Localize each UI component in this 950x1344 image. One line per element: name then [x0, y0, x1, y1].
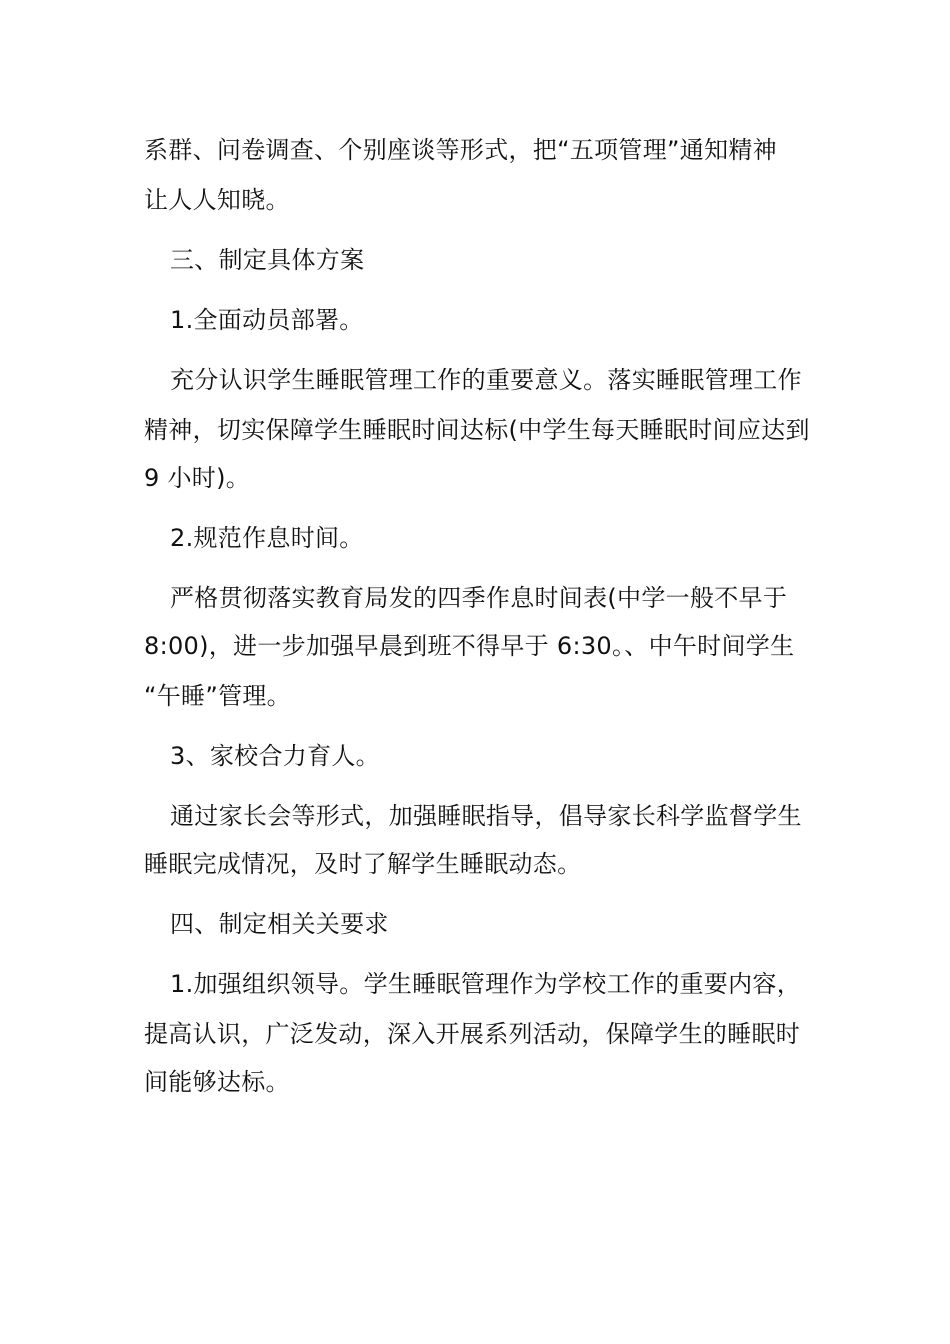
- section-heading-4: 四、制定相关关要求: [170, 910, 389, 938]
- subheading-3: 3、家校合力育人。: [170, 742, 380, 770]
- text-line-5: 充分认识学生睡眠管理工作的重要意义。落实睡眠管理工作: [170, 366, 802, 394]
- text-line-14: 睡眠完成情况，及时了解学生睡眠动态。: [144, 850, 582, 878]
- subheading-4: 1.加强组织领导。学生睡眠管理作为学校工作的重要内容，: [170, 970, 801, 998]
- text-line-1: 系群、问卷调查、个别座谈等形式，把“五项管理”通知精神: [144, 136, 777, 164]
- text-line-10: 8:00)，进一步加强早晨到班不得早于 6:30。、中午时间学生: [144, 632, 795, 660]
- text-line-18: 间能够达标。: [144, 1068, 290, 1096]
- text-line-13: 通过家长会等形式，加强睡眠指导，倡导家长科学监督学生: [170, 802, 802, 830]
- subheading-1: 1.全面动员部署。: [170, 306, 364, 334]
- text-line-9: 严格贯彻落实教育局发的四季作息时间表(中学一般不早于: [170, 584, 788, 612]
- text-line-7: 9 小时)。: [144, 464, 251, 492]
- section-heading-3: 三、制定具体方案: [170, 246, 365, 274]
- text-line-2: 让人人知晓。: [144, 186, 290, 214]
- text-line-11: “午睡”管理。: [144, 682, 291, 710]
- text-line-17: 提高认识，广泛发动，深入开展系列活动，保障学生的睡眠时: [144, 1020, 801, 1048]
- subheading-2: 2.规范作息时间。: [170, 524, 364, 552]
- text-line-6: 精神，切实保障学生睡眠时间达标(中学生每天睡眠时间应达到: [144, 416, 810, 444]
